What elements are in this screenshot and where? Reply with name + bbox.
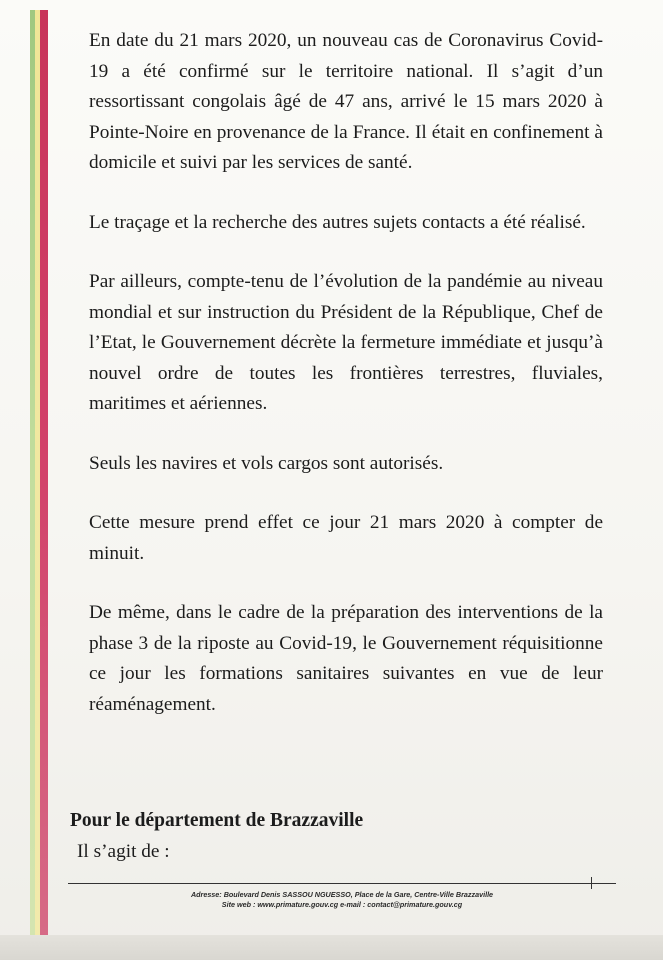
paragraph-tracing: Le traçage et la recherche des autres sujets contacts a été réalisé. [89, 211, 586, 233]
footer-address: Adresse: Boulevard Denis SASSOU NGUESSO, Place de la Gare, Centre-Ville Brazzaville [190, 890, 494, 899]
flag-red-band [40, 10, 48, 935]
footer-divider [68, 883, 616, 884]
paragraph-new-case: En date du 21 mars 2020, un nouveau cas de Coronavirus Covid-19 a été confirmé sur le territoire national. Il s’agit d’un ressortissant congolais âgé de 47 ans, arrivé le 15 mars 2020 à Pointe-Noire en provenance de la France. Il était en confinement à domicile et suivi par les services de santé. [89, 30, 603, 173]
page-bottom-edge [0, 935, 663, 960]
footer-divider-tick [591, 877, 592, 889]
section-heading: Pour le département de Brazzaville [70, 810, 364, 831]
intro-line: Il s’agit de : [77, 841, 170, 862]
paragraph-border-closure: Par ailleurs, compte-tenu de l’évolution de la pandémie au niveau mondial et sur instruction du Président de la République, Chef de l’Etat, le Gouvernement décrète la fermeture immédiate et jusqu’à nouvel ordre de toutes les frontières terrestres, fluviales, maritimes et aériennes. [89, 271, 603, 414]
paragraph-requisition: De même, dans le cadre de la préparation des interventions de la phase 3 de la riposte au Covid-19, le Gouvernement réquisitionne ce jour les formations sanitaires suivantes en vue de leur réaménagement. [89, 602, 603, 715]
paragraph-effective-date: Cette mesure prend effet ce jour 21 mars 2020 à compter de minuit. [89, 512, 603, 564]
footer [68, 890, 616, 910]
body-text [89, 26, 603, 720]
footer-contact: Site web : www.primature.gouv.cg e-mail : contact@primature.gouv.cg [221, 900, 463, 909]
flag-yellow-band [35, 10, 40, 935]
paragraph-cargo: Seuls les navires et vols cargos sont autorisés. [89, 452, 444, 474]
flag-stripe [30, 10, 48, 935]
